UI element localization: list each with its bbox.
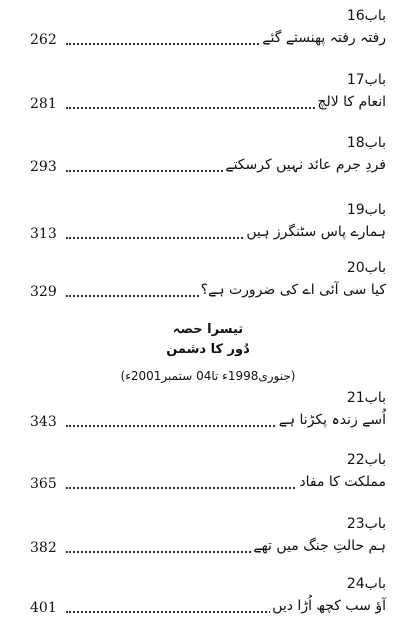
page-number: 313 (30, 226, 57, 242)
page-number: 329 (30, 284, 57, 300)
chapter-number: باب16 (346, 8, 386, 24)
chapter-number: باب21 (346, 390, 386, 406)
chapter-title: اُسے زندہ پکڑنا ہے (278, 412, 386, 428)
page-number: 365 (30, 476, 57, 492)
page-number: 343 (30, 414, 57, 430)
chapter-number: باب18 (346, 135, 386, 151)
chapter-title: انعام کا لالچ (317, 94, 386, 110)
chapter-title: آؤ سب کچھ اُڑا دیں (272, 598, 386, 614)
toc-entry-chapter-21[interactable] (30, 390, 386, 440)
part-label: تیسرا حصہ (172, 322, 244, 337)
toc-entry-chapter-17[interactable] (30, 72, 386, 122)
chapter-title: رفتہ رفتہ پھنستے گئے (262, 30, 386, 46)
page-number: 401 (30, 600, 57, 616)
chapter-title: مملکت کا مفاد (299, 474, 386, 490)
page-number: 281 (30, 96, 57, 112)
chapter-number: باب19 (346, 202, 386, 218)
chapter-number: باب23 (346, 516, 386, 532)
page-number: 262 (30, 32, 57, 48)
toc-entry-chapter-16[interactable] (30, 8, 386, 58)
chapter-number: باب17 (346, 72, 386, 88)
chapter-title: کیا سی آئی اے کی ضرورت ہے؟ (200, 282, 386, 298)
chapter-number: باب22 (346, 452, 386, 468)
chapter-title: فردِ جرم عائد نہیں کرسکتے (225, 157, 386, 173)
page-number: 293 (30, 159, 57, 175)
chapter-title: ہم حالتِ جنگ میں تھے (253, 538, 386, 554)
page-number: 382 (30, 540, 57, 556)
chapter-title: ہمارے پاس سٹنگرز ہیں (246, 224, 386, 240)
toc-entry-chapter-24[interactable] (30, 576, 386, 626)
chapter-number: باب24 (346, 576, 386, 592)
toc-entry-chapter-18[interactable] (30, 135, 386, 185)
toc-entry-chapter-20[interactable] (30, 260, 386, 310)
toc-entry-chapter-19[interactable] (30, 202, 386, 252)
toc-entry-chapter-22[interactable] (30, 452, 386, 502)
part-date-range: (جنوری1998ء تا04 ستمبر2001ء) (120, 369, 296, 383)
chapter-number: باب20 (346, 260, 386, 276)
toc-entry-chapter-23[interactable] (30, 516, 386, 566)
part-title: دُور کا دشمن (166, 342, 250, 357)
